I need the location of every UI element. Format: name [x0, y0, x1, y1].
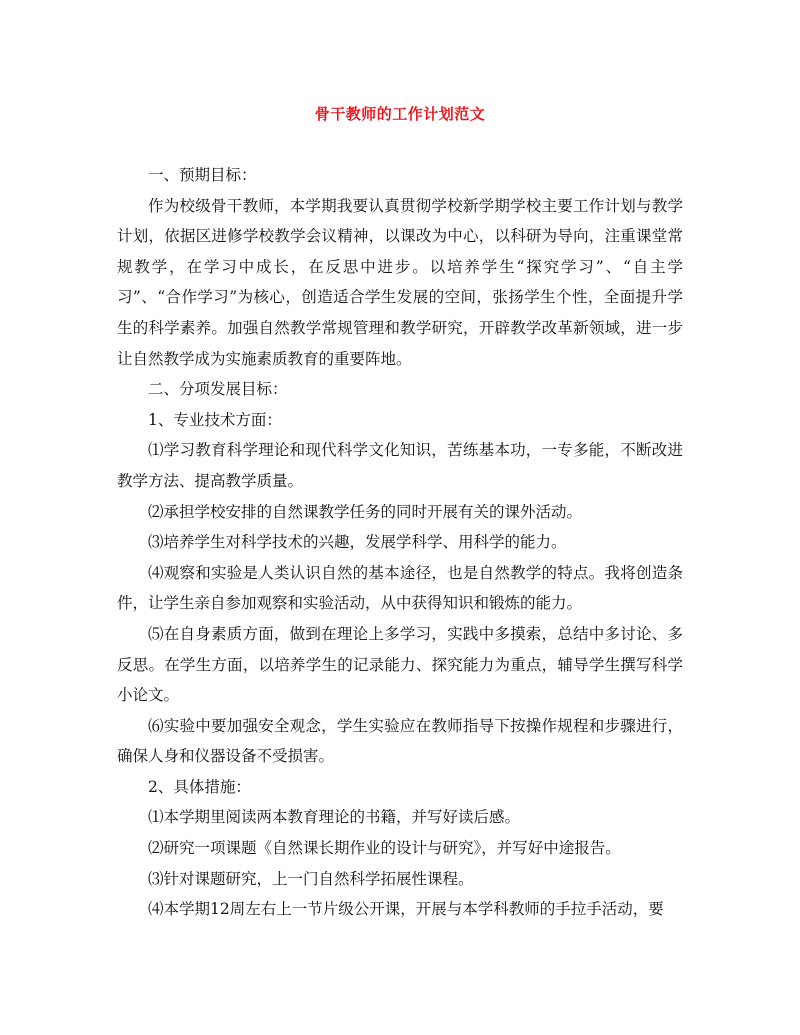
list-item: ⑵研究一项课题《自然课长期作业的设计与研究》，并写好中途报告。 [148, 839, 621, 858]
list-item: ⑶培养学生对科学技术的兴趣，发展学科学、用科学的能力。 [148, 533, 567, 552]
subheading-specific-measures: 2、具体措施： [148, 777, 251, 796]
heading-development-goals: 二、分项发展目标： [148, 380, 288, 399]
document-title: 骨干教师的工作计划范文 [314, 105, 486, 123]
paragraph-goals-description: 作为校级骨干教师，本学期我要认真贯彻学校新学期学校主要工作计划与教学计划，依据区进修学校教学会议精神，以课改为中心，以科研为导向，注重课堂常规教学，在学习中成长，在反思中进步。以培养学生“探究学习”、“自主学习”、“合作学习”为核心，创造适合学生发展的空间，张扬学生个性，全面提升学生的科学素养。加强自然教学常规管理和教学研究，开辟教学改革新领域，进一步让自然教学成为实施素质教育的重要阵地。 [117, 196, 683, 368]
document-body [117, 160, 683, 925]
list-item: ⑷观察和实验是人类认识自然的基本途径，也是自然教学的特点。我将创造条件，让学生亲自参加观察和实验活动，从中获得知识和锻炼的能力。 [117, 563, 683, 613]
list-item: ⑶针对课题研究，上一门自然科学拓展性课程。 [148, 869, 474, 888]
list-item: ⑹实验中要加强安全观念，学生实验应在教师指导下按操作规程和步骤进行，确保人身和仪器设备不受损害。 [117, 716, 683, 766]
list-item: ⑴学习教育科学理论和现代科学文化知识，苦练基本功，一专多能，不断改进教学方法、提高教学质量。 [117, 441, 683, 490]
heading-expected-goals: 一、预期目标： [148, 166, 257, 184]
list-item: ⑵承担学校安排的自然课教学任务的同时开展有关的课外活动。 [148, 502, 583, 521]
list-item: ⑸在自身素质方面，做到在理论上多学习，实践中多摸索，总结中多讨论、多反思。在学生方面，以培养学生的记录能力、探究能力为重点，辅导学生撰写科学小论文。 [117, 624, 683, 705]
list-item: ⑷本学期12周左右上一节片级公开课，开展与本学科教师的手拉手活动，要 [148, 900, 664, 919]
list-item: ⑴本学期里阅读两本教育理论的书籍，并写好读后感。 [148, 808, 521, 827]
subheading-professional-skills: 1、专业技术方面： [148, 410, 282, 429]
